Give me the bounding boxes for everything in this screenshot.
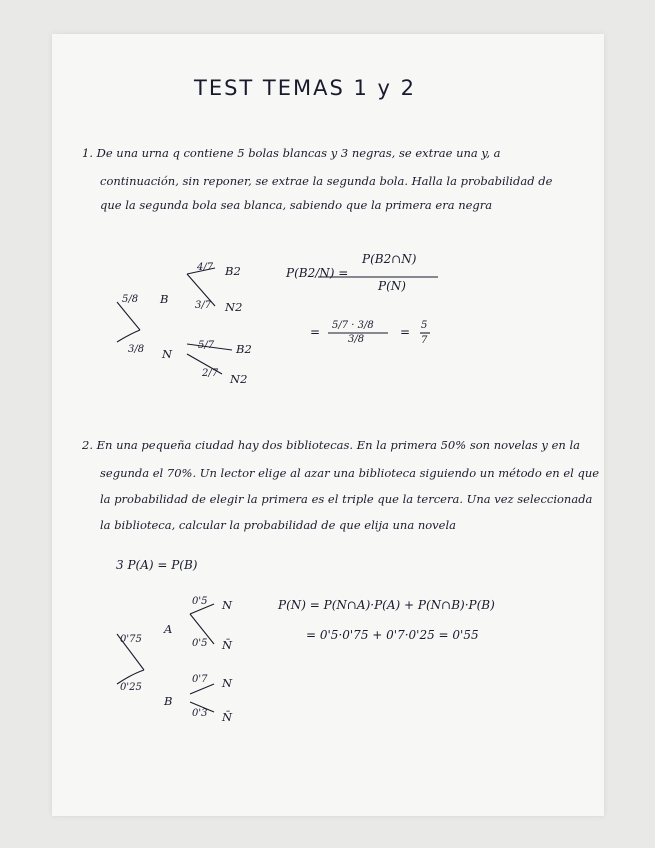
q2-prob-a-nbar: 0'5 [192, 638, 208, 649]
q1-calc-eq: = [310, 325, 321, 339]
q1-node-b-b2: B2 [225, 264, 241, 278]
q2-line-1: 2. En una pequeña ciudad hay dos bibliotecas. En la primera 50% son novelas y en la [82, 438, 580, 452]
q1-node-b-n2: N2 [225, 300, 243, 314]
q1-node-n-b2: B2 [236, 342, 252, 356]
q2-line-2: segunda el 70%. Un lector elige al azar una biblioteca siguiendo un método en el que [100, 466, 600, 480]
q2-prob-a: 0'75 [120, 634, 142, 645]
q1-prob-n-n2: 2/7 [202, 368, 219, 379]
q2-node-a-nbar: N̄ [222, 638, 233, 652]
q1-line-1: 1. De una urna q contiene 5 bolas blancas y 3 negras, se extrae una y, a [82, 146, 501, 160]
q1-prob-n-b2: 5/7 [198, 340, 215, 351]
q1-calc-den: 3/8 [348, 334, 365, 345]
q2-node-b-nbar: N̄ [222, 710, 233, 724]
q1-formula-den: P(N) [378, 279, 406, 293]
q1-line-3: que la segunda bola sea blanca, sabiendo que la primera era negra [100, 198, 493, 212]
q1-tree-lines [52, 34, 604, 816]
q2-node-a-n: N [222, 598, 233, 612]
q1-prob-b-n2: 3/7 [195, 300, 212, 311]
q1-formula-lhs: P(B2/N) = [286, 266, 349, 280]
q2-prob-a-n: 0'5 [192, 596, 208, 607]
q1-line-2: continuación, sin reponer, se extrae la segunda bola. Halla la probabilidad de [100, 174, 553, 188]
q2-node-a: A [164, 622, 173, 636]
q2-relation: 3 P(A) = P(B) [116, 558, 198, 572]
q2-line-3: la probabilidad de elegir la primera es el triple que la tercera. Una vez seleccionada [100, 492, 593, 506]
q1-calc-eq2: = [400, 325, 411, 339]
page-title: TEST TEMAS 1 y 2 [194, 76, 417, 100]
q2-node-b: B [164, 694, 173, 708]
q2-line-4: la biblioteca, calcular la probabilidad de que elija una novela [100, 518, 457, 532]
q2-calc: = 0'5·0'75 + 0'7·0'25 = 0'55 [306, 628, 479, 642]
worksheet-page [52, 34, 604, 816]
q1-node-b: B [160, 292, 169, 306]
q2-prob-b-n: 0'7 [192, 674, 208, 685]
q2-prob-b-nbar: 0'3 [192, 708, 208, 719]
q1-node-n-n2: N2 [230, 372, 248, 386]
q2-node-b-n: N [222, 676, 233, 690]
q1-prob-n: 3/8 [128, 344, 145, 355]
q1-formula-num: P(B2∩N) [362, 252, 417, 266]
q1-result-num: 5 [421, 320, 428, 331]
q1-prob-b: 5/8 [122, 294, 139, 305]
q2-formula: P(N) = P(N∩A)·P(A) + P(N∩B)·P(B) [278, 598, 495, 612]
q1-node-n: N [162, 347, 173, 361]
q1-prob-b-b2: 4/7 [197, 262, 214, 273]
q1-result-den: 7 [421, 335, 428, 346]
q2-prob-b: 0'25 [120, 682, 142, 693]
q1-calc-num: 5/7 · 3/8 [332, 320, 374, 331]
